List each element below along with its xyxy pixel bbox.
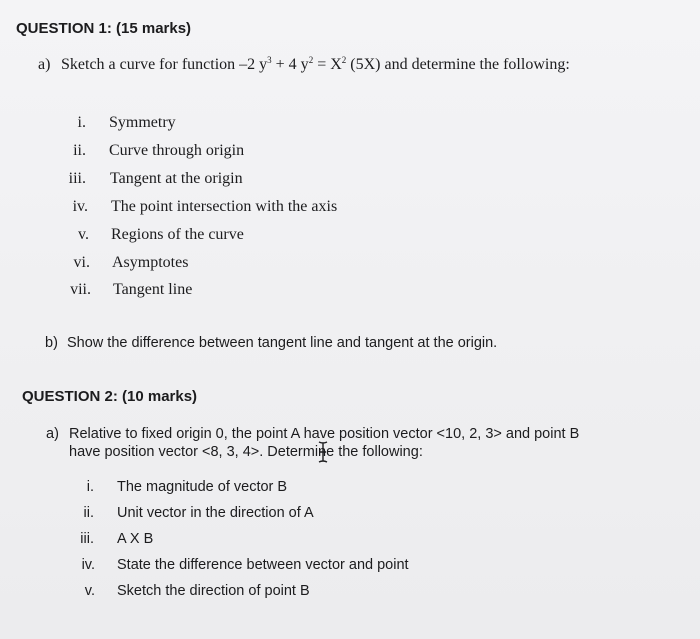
- question-1-title: QUESTION 1: (15 marks): [16, 20, 192, 37]
- item-text: Asymptotes: [112, 254, 189, 271]
- item-number: v.: [78, 226, 89, 243]
- question-1a-text: Sketch a curve for function –2 $y^3 + 4$ $y^2 = X^2$ (5X) and determine the following:: [61, 55, 570, 73]
- question-2a-line2: have position vector <8, 3, 4>. Determine the following:: [69, 444, 423, 460]
- item-number: iii.: [68, 170, 86, 187]
- item-text: The point intersection with the axis: [111, 198, 338, 215]
- question-1a-label: a): [38, 56, 51, 73]
- item-number: vi.: [73, 254, 90, 271]
- item-number: iii.: [80, 531, 94, 547]
- question-1b-label: b): [45, 335, 58, 351]
- item-text: Unit vector in the direction of A: [117, 505, 314, 521]
- item-text: Symmetry: [109, 114, 176, 131]
- item-number: iv.: [81, 557, 95, 573]
- item-text: Sketch the direction of point B: [117, 583, 310, 599]
- question-1b-text: Show the difference between tangent line and tangent at the origin.: [67, 335, 498, 351]
- text-cursor-icon: [318, 441, 328, 463]
- item-number: vii.: [70, 281, 91, 298]
- item-text: Tangent line: [113, 281, 193, 298]
- item-text: Tangent at the origin: [110, 170, 243, 187]
- question-2-title: QUESTION 2: (10 marks): [22, 388, 198, 405]
- item-number: v.: [84, 583, 95, 599]
- item-number: i.: [86, 479, 94, 495]
- question-2a-line1: Relative to fixed origin 0, the point A have position vector <10, 2, 3> and point B: [69, 426, 580, 442]
- item-number: ii.: [73, 142, 86, 159]
- question-2a-label: a): [46, 426, 59, 442]
- item-text: A X B: [117, 531, 154, 547]
- item-number: iv.: [72, 198, 88, 215]
- item-number: i.: [77, 114, 86, 131]
- item-text: The magnitude of vector B: [117, 479, 288, 495]
- item-text: Curve through origin: [109, 142, 245, 159]
- item-text: Regions of the curve: [111, 226, 244, 243]
- item-number: ii.: [83, 505, 94, 521]
- item-text: State the difference between vector and point: [117, 557, 409, 573]
